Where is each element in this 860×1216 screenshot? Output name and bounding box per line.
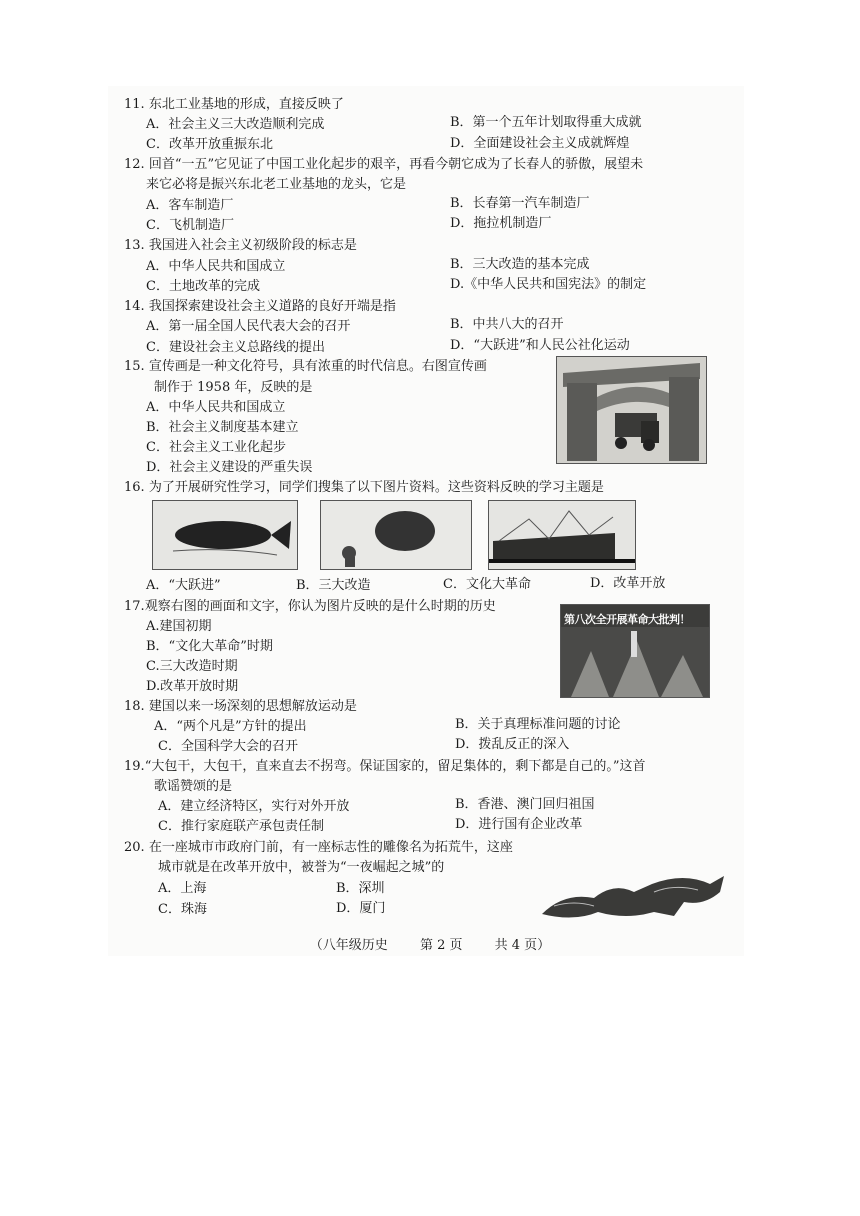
- q14-option-a[interactable]: A．第一届全国人民代表大会的召开: [146, 319, 351, 334]
- crowd-illustration: [561, 627, 709, 697]
- train-cartoon-illustration: [489, 501, 635, 569]
- q14-option-d[interactable]: D．“大跃进”和人民公社化运动: [450, 338, 630, 353]
- q12-option-c[interactable]: C．飞机制造厂: [146, 218, 234, 233]
- q11-stem: 11. 东北工业基地的形成，直接反映了: [124, 97, 344, 112]
- q17-poster: [560, 604, 710, 698]
- q17-option-c[interactable]: C.三大改造时期: [146, 659, 238, 674]
- q15-option-d[interactable]: D．社会主义建设的严重失误: [146, 460, 313, 475]
- q19-stem: 19.“大包干，大包干，直来直去不拐弯。保证国家的，留足集体的，剩下都是自己的。”这首: [124, 759, 646, 774]
- q16-option-c[interactable]: C．文化大革命: [443, 577, 531, 592]
- q16-picture-3: [488, 500, 636, 570]
- footer-subject: （八年级历史: [309, 938, 388, 953]
- poster-gate-truck-illustration: [557, 357, 706, 463]
- q16-option-b[interactable]: B．三大改造: [296, 578, 371, 593]
- fish-cartoon-illustration: [153, 501, 297, 569]
- q15-option-a[interactable]: A．中华人民共和国成立: [146, 400, 286, 415]
- q12-option-b[interactable]: B．长春第一汽车制造厂: [450, 196, 590, 211]
- q16-option-d[interactable]: D．改革开放: [590, 576, 666, 591]
- q18-option-d[interactable]: D．拨乱反正的深入: [455, 737, 570, 752]
- q17-option-d[interactable]: D.改革开放时期: [146, 679, 239, 694]
- q12-option-d[interactable]: D．拖拉机制造厂: [450, 216, 552, 231]
- q20-option-b[interactable]: B．深圳: [336, 881, 385, 896]
- footer-page-number: 第 2 页: [419, 938, 463, 953]
- q14-option-b[interactable]: B．中共八大的召开: [450, 317, 564, 332]
- q12-stem-line2: 来它必将是振兴东北老工业基地的龙头，它是: [146, 177, 407, 192]
- q18-option-a[interactable]: A．“两个凡是”方针的提出: [154, 719, 307, 734]
- q15-propaganda-poster: [556, 356, 707, 464]
- q18-stem: 18. 建国以来一场深刻的思想解放运动是: [124, 699, 357, 714]
- q11-option-d[interactable]: D．全面建设社会主义成就辉煌: [450, 136, 630, 151]
- q19-option-d[interactable]: D．进行国有企业改革: [455, 817, 583, 832]
- q11-option-c[interactable]: C．改革开放重振东北: [146, 137, 273, 152]
- q11-option-a[interactable]: A．社会主义三大改造顺利完成: [146, 117, 325, 132]
- q14-stem: 14. 我国探索建设社会主义道路的良好开端是指: [124, 299, 396, 314]
- q16-picture-1: [152, 500, 298, 570]
- q20-option-a[interactable]: A．上海: [158, 881, 207, 896]
- q19-stem-line2: 歌谣赞颂的是: [154, 779, 233, 794]
- q13-option-c[interactable]: C．土地改革的完成: [146, 279, 260, 294]
- q19-option-c[interactable]: C．推行家庭联产承包责任制: [158, 819, 324, 834]
- q16-stem: 16. 为了开展研究性学习，同学们搜集了以下图片资料。这些资料反映的学习主题是: [124, 480, 604, 495]
- q11-option-b[interactable]: B．第一个五年计划取得重大成就: [450, 115, 642, 130]
- q18-option-c[interactable]: C．全国科学大会的召开: [158, 739, 298, 754]
- q17-poster-title: 第八次全开展革命大批判！: [564, 613, 690, 626]
- q15-option-c[interactable]: C．社会主义工业化起步: [146, 440, 286, 455]
- q20-stem-line2: 城市就是在改革开放中，被誉为“一夜崛起之城”的: [158, 860, 445, 875]
- q17-option-b[interactable]: B．“文化大革命”时期: [146, 639, 273, 654]
- q13-stem: 13. 我国进入社会主义初级阶段的标志是: [124, 238, 357, 253]
- q13-option-a[interactable]: A．中华人民共和国成立: [146, 259, 286, 274]
- q16-option-a[interactable]: A．“大跃进”: [146, 578, 221, 593]
- footer-total-pages: 共 4 页）: [494, 938, 551, 953]
- q20-option-c[interactable]: C．珠海: [158, 902, 207, 917]
- q15-option-b[interactable]: B．社会主义制度基本建立: [146, 420, 299, 435]
- q19-option-b[interactable]: B．香港、澳门回归祖国: [455, 797, 595, 812]
- q14-option-c[interactable]: C．建设社会主义总路线的提出: [146, 340, 325, 355]
- q20-stem: 20. 在一座城市市政府门前，有一座标志性的雕像名为拓荒牛，这座: [124, 840, 513, 855]
- q17-stem: 17.观察右图的画面和文字，你认为图片反映的是什么时期的历史: [124, 599, 496, 614]
- q16-picture-2: [320, 500, 472, 570]
- q12-option-a[interactable]: A．客车制造厂: [146, 198, 234, 213]
- q19-option-a[interactable]: A．建立经济特区，实行对外开放: [158, 799, 350, 814]
- pioneering-ox-statue-picture: [534, 862, 730, 924]
- q13-option-b[interactable]: B．三大改造的基本完成: [450, 257, 590, 272]
- q20-option-d[interactable]: D．厦门: [336, 901, 386, 916]
- q15-stem: 15. 宣传画是一种文化符号，具有浓重的时代信息。右图宣传画: [124, 359, 487, 374]
- watermelon-cartoon-illustration: [321, 501, 471, 569]
- page-footer: [0, 934, 860, 953]
- q15-stem-line2: 制作于 1958 年，反映的是: [154, 380, 313, 395]
- q13-option-d[interactable]: D.《中华人民共和国宪法》的制定: [450, 277, 647, 292]
- q18-option-b[interactable]: B．关于真理标准问题的讨论: [455, 717, 621, 732]
- q12-stem: 12. 回首“一五”它见证了中国工业化起步的艰辛，再看今朝它成为了长春人的骄傲，展望未: [124, 157, 644, 172]
- q17-option-a[interactable]: A.建国初期: [146, 619, 212, 634]
